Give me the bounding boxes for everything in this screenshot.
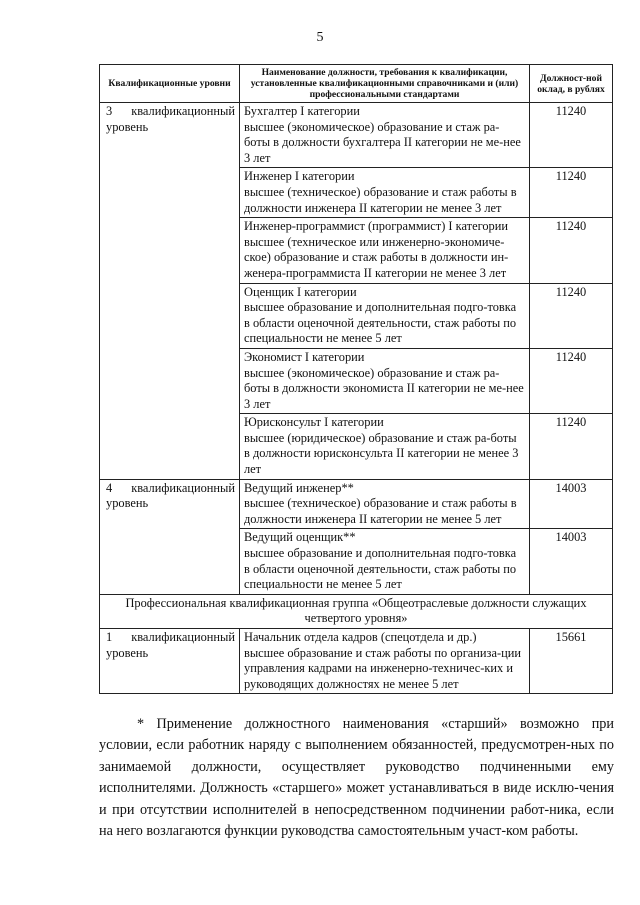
level-word2: уровень	[106, 119, 149, 134]
position-title: Начальник отдела кадров (спецотдела и др.)	[244, 630, 477, 644]
level-word: квалификационный	[131, 480, 235, 495]
level-word2: уровень	[106, 645, 149, 660]
table-row	[100, 629, 613, 694]
level-cell-1	[100, 629, 240, 694]
position-cell	[240, 479, 530, 529]
header-salary: Должност-ной оклад, в рублях	[530, 65, 613, 103]
position-title: Инженер-программист (программист) I категории	[244, 219, 509, 234]
position-cell	[240, 529, 530, 594]
position-cell	[240, 348, 530, 413]
position-cell	[240, 168, 530, 218]
table-row	[100, 479, 613, 529]
position-requirements: высшее (экономическое) образование и стаж ра-боты в должности экономиста II категории не ме-нее 3 лет	[244, 365, 524, 411]
position-requirements: высшее образование и дополнительная подго-товка в области оценочной деятельности, стаж работы по специальности не менее 5 лет	[244, 300, 517, 346]
position-requirements: высшее образование и дополнительная подго-товка в области оценочной деятельности, стаж работы по специальности не менее 5 лет	[244, 546, 517, 592]
qualification-table	[99, 64, 613, 694]
table-header-row	[100, 65, 613, 103]
level-cell-3	[100, 103, 240, 480]
position-title: Бухгалтер I категории	[244, 104, 360, 118]
salary-cell: 14003	[530, 479, 613, 529]
level-word: квалификационный	[131, 630, 235, 644]
position-requirements: высшее (техническое) образование и стаж работы в должности инженера II категории не менее 3 лет	[244, 184, 517, 215]
page-number: 5	[316, 30, 324, 45]
position-requirements: высшее (экономическое) образование и стаж ра-боты в должности бухгалтера II категории не ме-нее 3 лет	[244, 119, 521, 165]
level-number: 4	[106, 480, 113, 495]
position-cell	[240, 218, 530, 283]
salary-cell: 11240	[530, 168, 613, 218]
position-cell	[240, 283, 530, 348]
group-header: Профессиональная квалификационная группа «Общеотраслевые должности служащих четвертого уровня»	[100, 594, 613, 628]
position-title: Оценщик I категории	[244, 284, 357, 299]
header-position: Наименование должности, требования к квалификации, установленные квалификационными справочниками и (или) профессиональными стандартами	[240, 65, 530, 103]
group-header-row	[100, 594, 613, 628]
position-requirements: высшее (техническое) образование и стаж работы в должности инженера II категории не менее 5 лет	[244, 496, 517, 526]
level-word2: уровень	[106, 496, 149, 511]
level-word: квалификационный	[131, 104, 235, 118]
position-title: Ведущий инженер**	[244, 480, 354, 495]
position-title: Юрисконсульт I категории	[244, 415, 384, 430]
footnote-text: * Применение должностного наименования «старший» возможно при условии, если работник наряду с выполнением обязанностей, предусмотрен-ных по занимаемой должности, осуществляет руководство подчиненными ему исполнителями. Должность «старшего» может устанавливаться в виде исклю-чения и при отсутствии исполнителей в непосредственном подчинении работ-ника, если на него возлагаются функции руководства самостоятельным участ-ком работы.	[99, 716, 614, 840]
level-cell-4	[100, 479, 240, 594]
position-title: Ведущий оценщик**	[244, 530, 356, 545]
table-row	[100, 103, 613, 168]
position-title: Экономист I категории	[244, 349, 365, 364]
position-requirements: высшее образование и стаж работы по организа-ции управления кадрами на инженерно-техничес-ких и руководящих должностях не менее 5 лет	[244, 645, 521, 691]
salary-cell: 14003	[530, 529, 613, 594]
salary-cell: 11240	[530, 103, 613, 168]
salary-cell: 11240	[530, 348, 613, 413]
position-requirements: высшее (техническое или инженерно-экономиче-ское) образование и стаж работы в должности ин-женера-программиста II категории не менее 3 лет	[244, 234, 509, 280]
level-number: 3	[106, 104, 113, 118]
position-cell	[240, 103, 530, 168]
salary-cell: 11240	[530, 283, 613, 348]
position-requirements: высшее (юридическое) образование и стаж ра-боты в должности юрисконсульта II категории не менее 3 лет	[244, 430, 519, 477]
level-number: 1	[106, 630, 113, 644]
header-level: Квалификационные уровни	[100, 65, 240, 103]
position-cell	[240, 414, 530, 479]
footnote	[99, 714, 614, 842]
position-cell	[240, 629, 530, 694]
salary-cell: 11240	[530, 414, 613, 479]
salary-cell: 11240	[530, 218, 613, 283]
position-title: Инженер I категории	[244, 169, 355, 184]
salary-cell: 15661	[530, 629, 613, 694]
